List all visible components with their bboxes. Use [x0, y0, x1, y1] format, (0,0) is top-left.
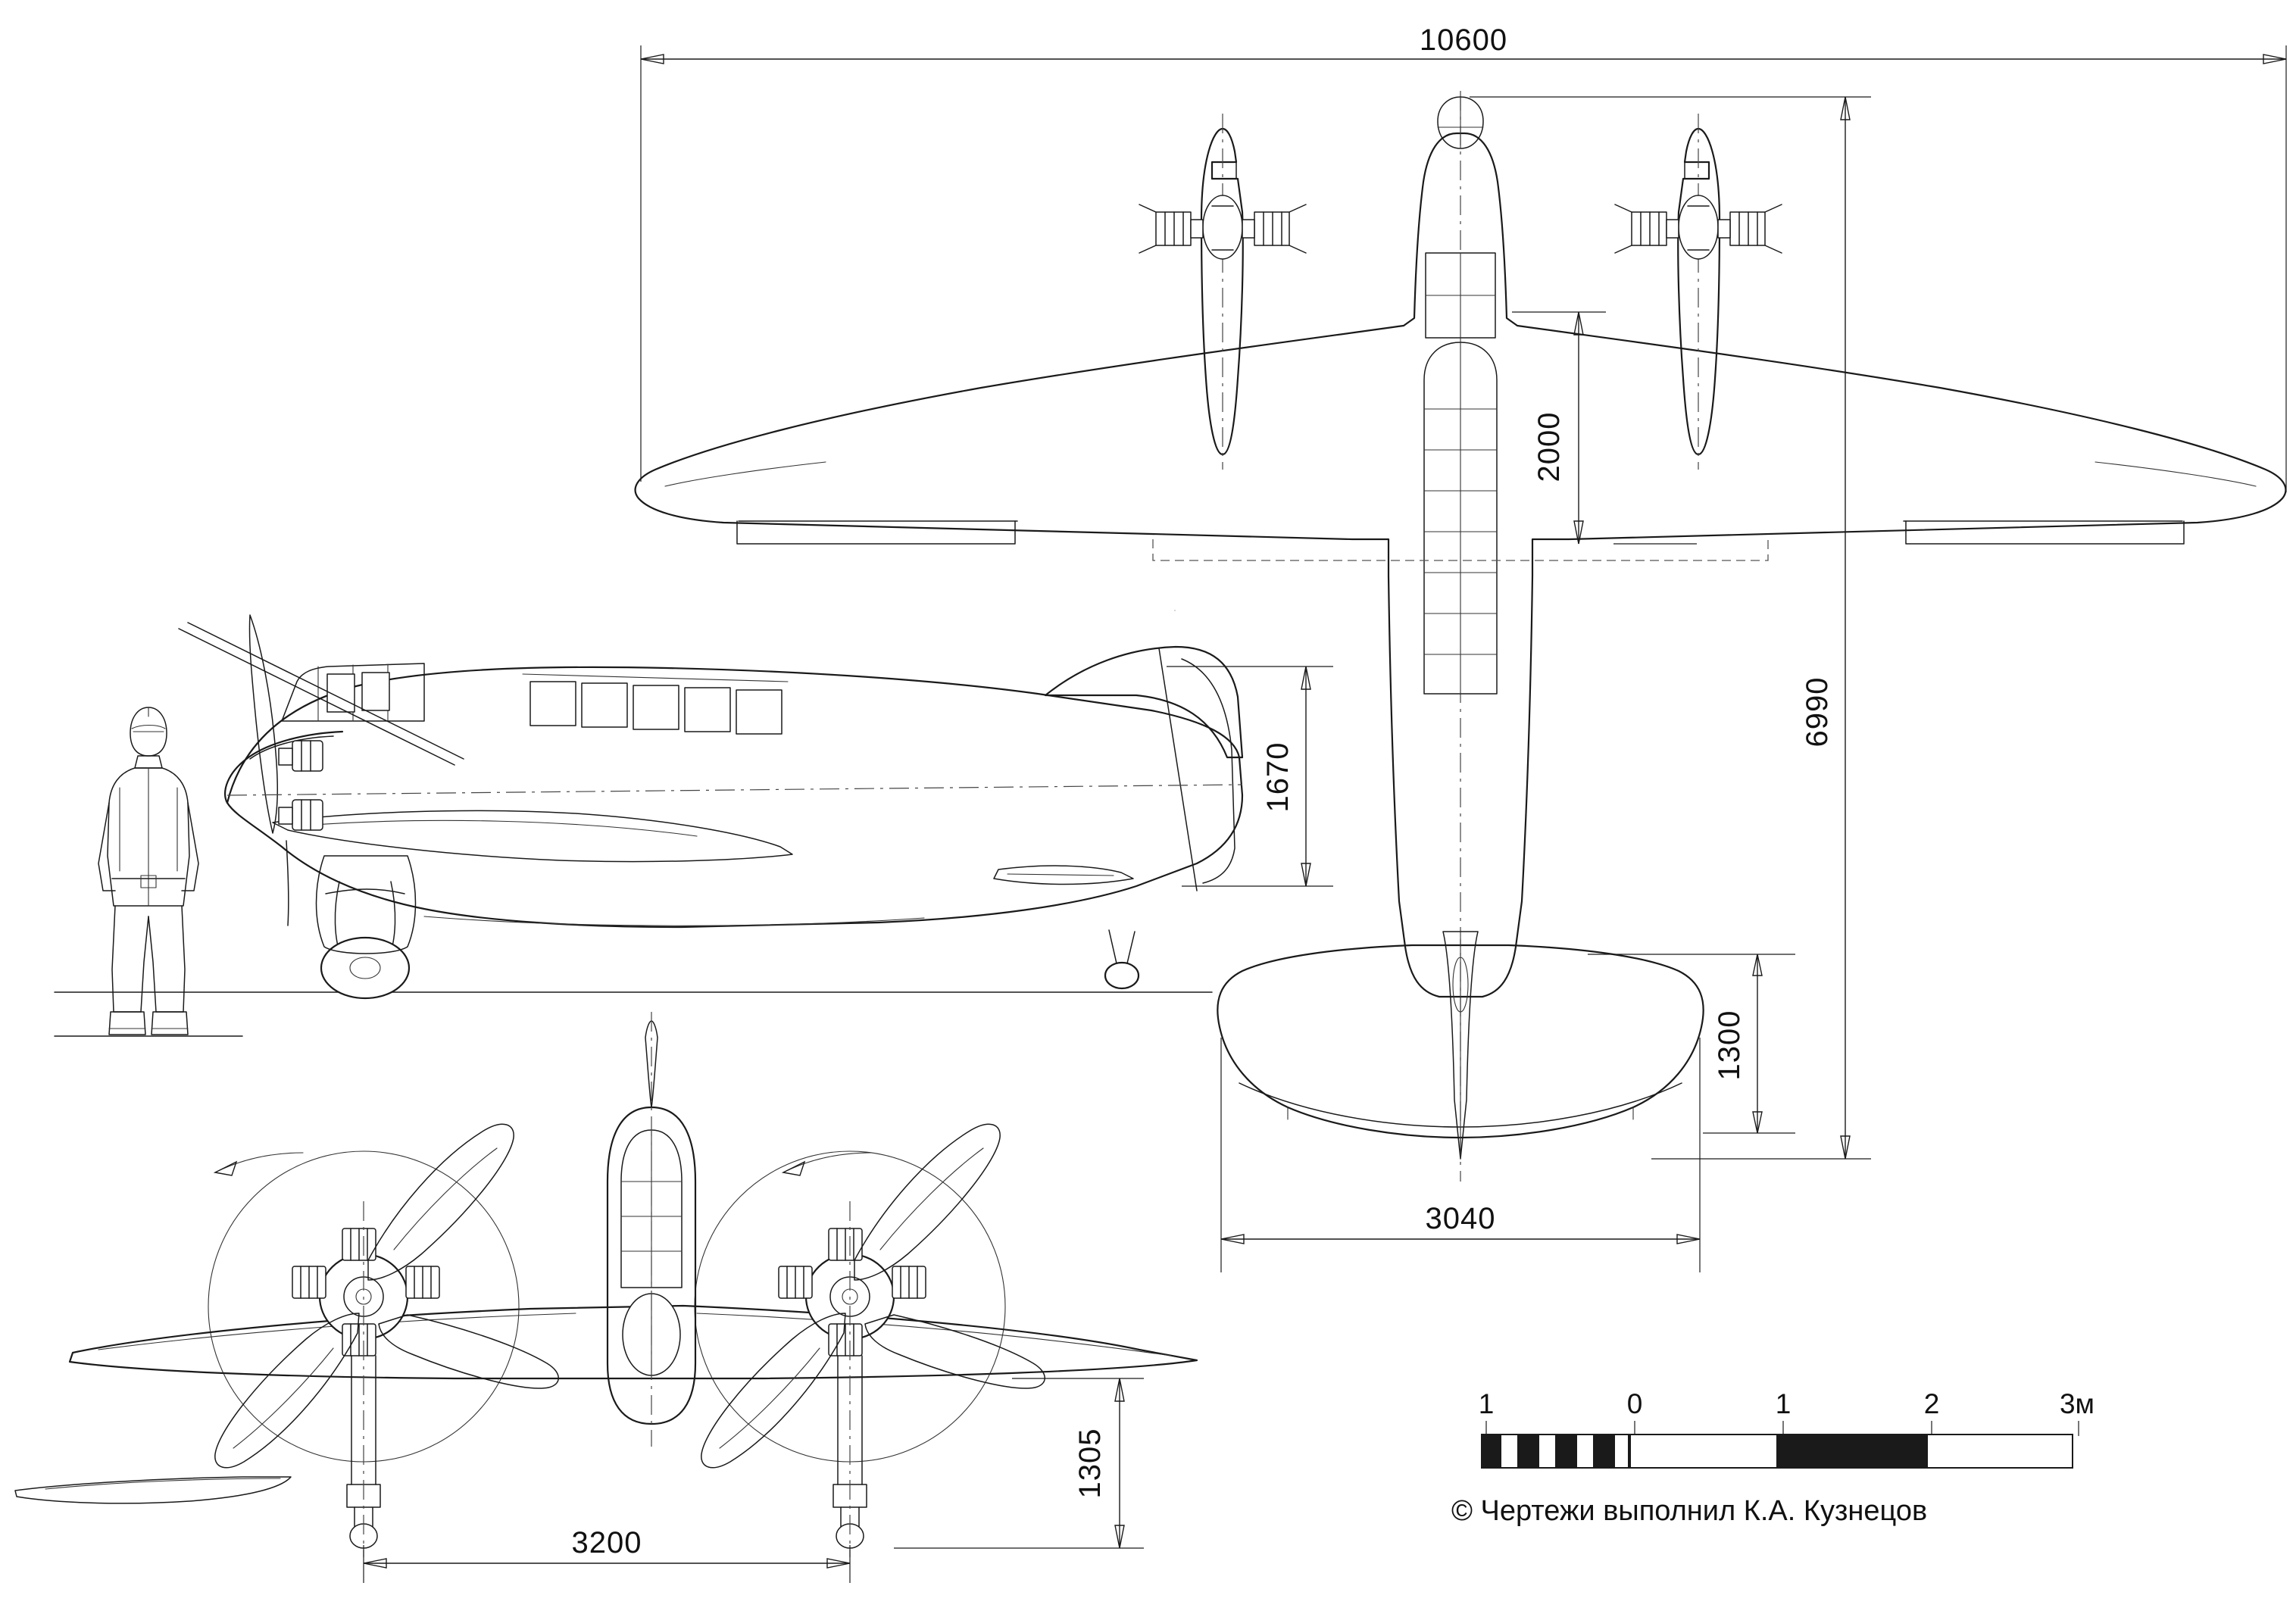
dim-wingspan-label: 10600 — [1419, 23, 1508, 57]
front-view-group — [15, 1012, 1197, 1557]
top-view-group — [636, 91, 2286, 1182]
scale-tick-0-label: 1 — [1478, 1388, 1495, 1419]
scale-seg-solid-1 — [1629, 1434, 1778, 1469]
dim-3040-label: 3040 — [1425, 1202, 1496, 1235]
side-view-group — [55, 615, 1242, 998]
dim-3200-label: 3200 — [571, 1526, 642, 1559]
dim-1670-label: 1670 — [1261, 741, 1295, 813]
scale-seg-checker-4 — [1538, 1434, 1557, 1469]
scale-seg-checker-2 — [1500, 1434, 1519, 1469]
scale-tick-4-label: 3м — [2059, 1388, 2095, 1419]
scale-bar — [1481, 1434, 2087, 1469]
scale-seg-checker-1 — [1481, 1434, 1500, 1469]
dim-2000-label: 2000 — [1532, 411, 1566, 482]
scale-seg-checker-6 — [1576, 1434, 1595, 1469]
scale-tick-3-label: 2 — [1923, 1388, 1940, 1419]
scale-seg-checker-3 — [1519, 1434, 1538, 1469]
scale-tick-1-label: 0 — [1626, 1388, 1643, 1419]
scale-seg-checker-5 — [1557, 1434, 1576, 1469]
dim-1305-label: 1305 — [1073, 1428, 1107, 1499]
scale-bar-ticks — [1479, 1388, 2095, 1436]
scale-seg-checker-7 — [1595, 1434, 1613, 1469]
scale-seg-solid-3 — [1926, 1434, 2073, 1469]
dim-1300-label: 1300 — [1713, 1010, 1746, 1081]
credit-line: © Чертежи выполнил К.А. Кузнецов — [1451, 1495, 1928, 1527]
dim-length-label: 6990 — [1801, 676, 1834, 748]
scale-seg-checker-8 — [1613, 1434, 1629, 1469]
scale-seg-solid-2 — [1778, 1434, 1926, 1469]
pilot-scale-figure-group — [55, 707, 242, 1036]
scale-tick-2-label: 1 — [1775, 1388, 1792, 1419]
